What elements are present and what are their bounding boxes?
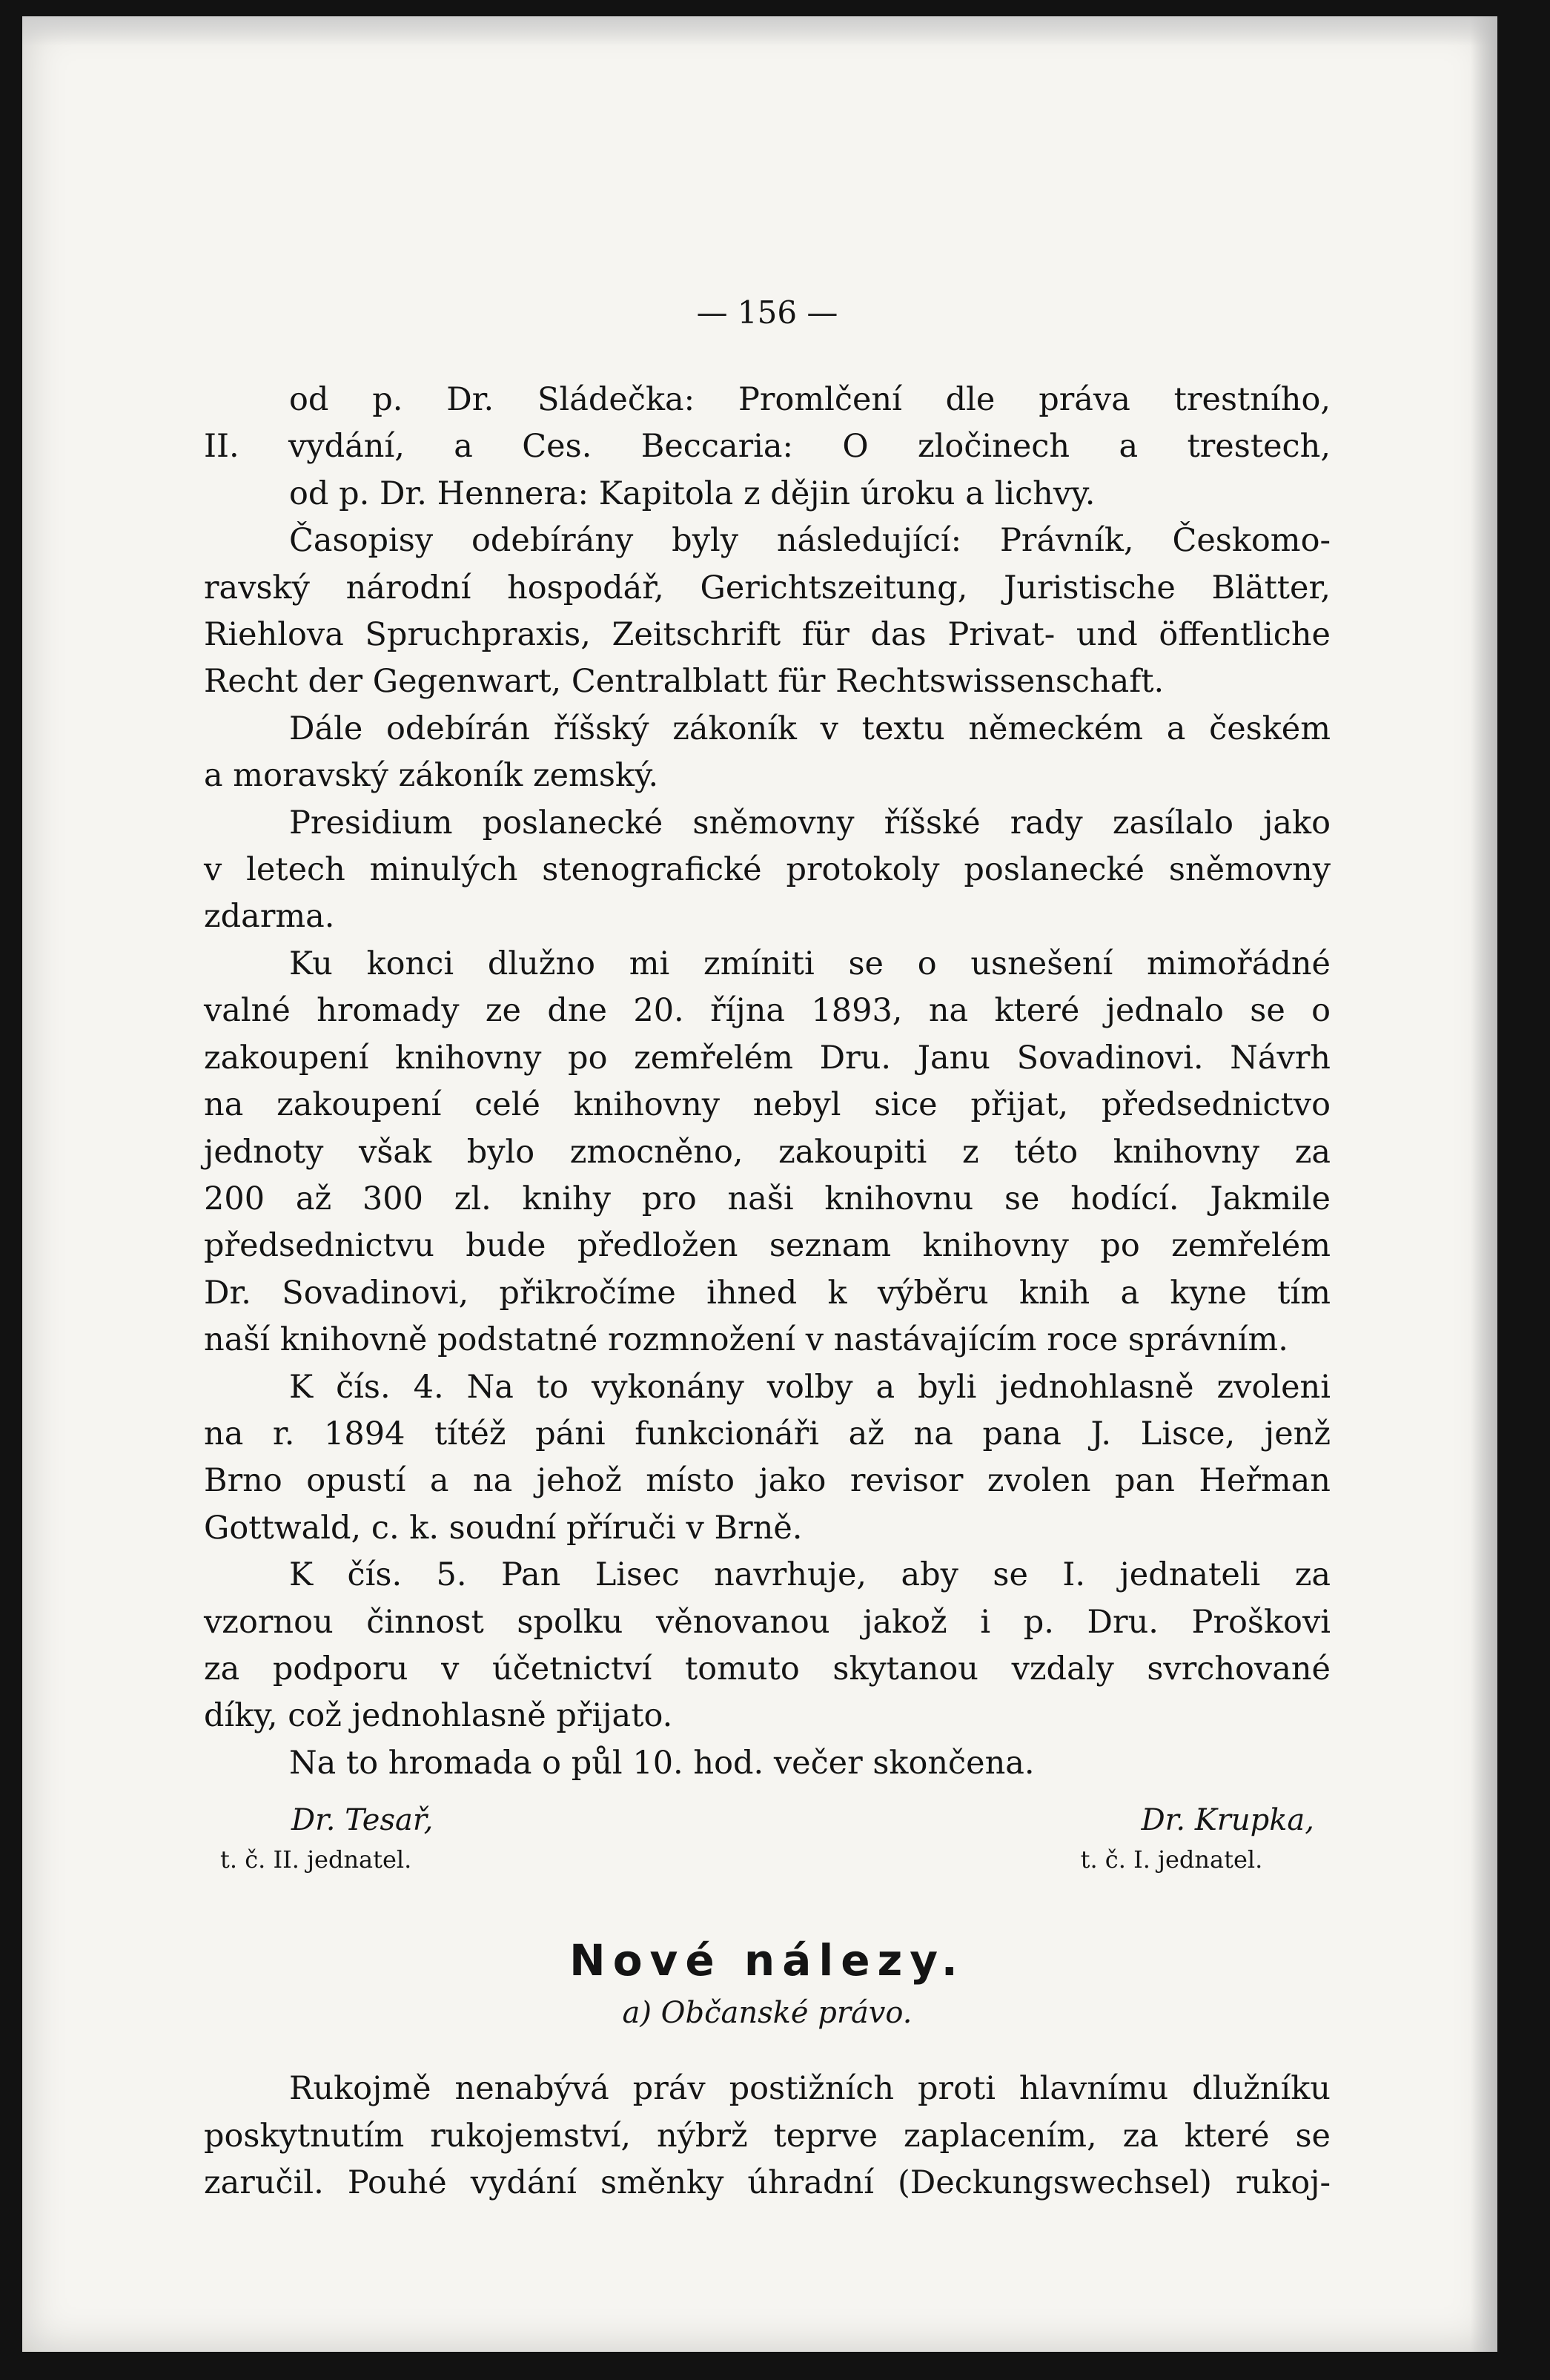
text-line: předsednictvu bude předložen seznam knihovny po zemřelém bbox=[204, 1227, 1331, 1265]
text-line: poskytnutím rukojemství, nýbrž teprve zaplacením, za které se bbox=[204, 2117, 1331, 2155]
signature-right bbox=[1081, 1799, 1314, 1877]
text-line: Brno opustí a na jehož místo jako revisor zvolen pan Heřman bbox=[204, 1462, 1331, 1500]
text-line: díky, což jednohlasně přijato. bbox=[204, 1697, 673, 1735]
section-heading: Nové nálezy. bbox=[569, 1935, 965, 1986]
text-line: Ku konci dlužno mi zmíniti se o usnešení mimořádné bbox=[289, 945, 1331, 982]
page-text bbox=[204, 291, 1331, 2207]
text-line: K čís. 5. Pan Lisec navrhuje, aby se I. jednateli za bbox=[289, 1556, 1331, 1594]
signature-left-name: Dr. Tesař, bbox=[291, 1803, 434, 1838]
text-line: naší knihovně podstatné rozmnožení v nastávajícím roce správním. bbox=[204, 1321, 1288, 1359]
text-line: valné hromady ze dne 20. října 1893, na které jednalo se o bbox=[204, 992, 1331, 1030]
text-line: 200 až 300 zl. knihy pro naši knihovnu se hodící. Jakmile bbox=[204, 1180, 1331, 1217]
signature-left bbox=[220, 1799, 433, 1877]
text-line: Rukojmě nenabývá práv postižních proti hlavnímu dlužníku bbox=[289, 2070, 1331, 2108]
scan-shadow-top bbox=[22, 16, 1497, 46]
text-line: Časopisy odebírány byly následující: Právník, Českomo- bbox=[289, 522, 1331, 560]
text-line: zaručil. Pouhé vydání směnky úhradní (Deckungswechsel) rukoj- bbox=[204, 2164, 1331, 2201]
signature-left-role: t. č. II. jednatel. bbox=[220, 1845, 412, 1874]
text-line: Dr. Sovadinovi, přikročíme ihned k výběru knih a kyne tím bbox=[204, 1274, 1331, 1312]
text-line: zakoupení knihovny po zemřelém Dru. Janu Sovadinovi. Návrh bbox=[204, 1039, 1331, 1077]
signatures bbox=[204, 1799, 1331, 1877]
text-line: za podporu v účetnictví tomuto skytanou vzdaly svrchované bbox=[204, 1650, 1331, 1688]
page-number: — 156 — bbox=[696, 294, 838, 331]
text-line: na r. 1894 títéž páni funkcionáři až na pana J. Lisce, jenž bbox=[204, 1415, 1331, 1452]
signature-right-role: t. č. I. jednatel. bbox=[1080, 1845, 1263, 1874]
text-line: K čís. 4. Na to vykonány volby a byli jednohlasně zvoleni bbox=[289, 1368, 1331, 1406]
signature-right-name: Dr. Krupka, bbox=[1141, 1803, 1314, 1838]
text-line: na zakoupení celé knihovny nebyl sice přijat, předsednictvo bbox=[204, 1086, 1331, 1124]
text-line: Riehlova Spruchpraxis, Zeitschrift für das Privat- und öffentliche bbox=[204, 616, 1331, 654]
text-line: zdarma. bbox=[204, 898, 335, 936]
text-line: jednoty však bylo zmocněno, zakoupiti z této knihovny za bbox=[204, 1133, 1331, 1171]
text-line: Presidium poslanecké sněmovny říšské rady zasílalo jako bbox=[289, 804, 1331, 842]
scan-shadow-right bbox=[1471, 16, 1497, 2352]
section-subheading: a) Občanské právo. bbox=[622, 1996, 913, 2031]
text-line: od p. Dr. Hennera: Kapitola z dějin úroku a lichvy. bbox=[289, 475, 1096, 512]
text-line: Gottwald, c. k. soudní příruči v Brně. bbox=[204, 1509, 803, 1547]
text-line: v letech minulých stenografické protokoly poslanecké sněmovny bbox=[204, 851, 1331, 889]
text-line: Recht der Gegenwart, Centralblatt für Rechtswissenschaft. bbox=[204, 663, 1165, 701]
text-line: vzornou činnost spolku věnovanou jakož i p. Dru. Proškovi bbox=[204, 1603, 1331, 1641]
text-line: a moravský zákoník zemský. bbox=[204, 757, 659, 795]
text-line: II. vydání, a Ces. Beccaria: O zločinech a trestech, bbox=[204, 428, 1331, 466]
text-line: Dále odebírán říšský zákoník v textu německém a českém bbox=[289, 710, 1331, 747]
text-line: ravský národní hospodář, Gerichtszeitung, Juristische Blätter, bbox=[204, 569, 1331, 606]
text-line: od p. Dr. Sládečka: Promlčení dle práva trestního, bbox=[289, 381, 1331, 418]
text-line: Na to hromada o půl 10. hod. večer skončena. bbox=[289, 1744, 1035, 1782]
